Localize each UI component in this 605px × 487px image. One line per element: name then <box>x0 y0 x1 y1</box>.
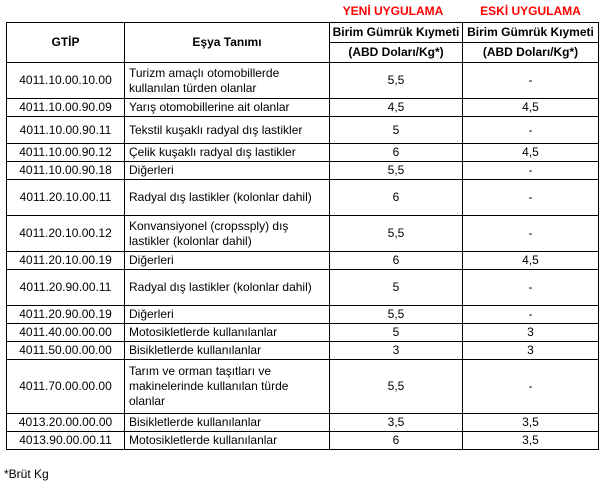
gtip-code-cell: 4011.20.10.00.11 <box>7 180 125 216</box>
gtip-code-cell: 4011.10.00.10.00 <box>7 63 125 99</box>
description-cell: Diğerleri <box>125 162 330 180</box>
old-value-cell: 3,5 <box>463 432 599 450</box>
gtip-code-cell: 4011.50.00.00.00 <box>7 342 125 360</box>
old-value-cell: - <box>463 162 599 180</box>
table-row <box>7 99 599 117</box>
old-value-cell: 3 <box>463 342 599 360</box>
table-row <box>7 432 599 450</box>
table-row <box>7 360 599 414</box>
new-value-cell: 5,5 <box>330 162 463 180</box>
description-cell: Motosikletlerde kullanılanlar <box>125 324 330 342</box>
old-value-cell: - <box>463 360 599 414</box>
gtip-code-cell: 4011.70.00.00.00 <box>7 360 125 414</box>
new-value-cell: 3 <box>330 342 463 360</box>
new-value-cell: 5,5 <box>330 360 463 414</box>
new-value-unit-header: (ABD Doları/Kg*) <box>330 43 463 63</box>
new-value-cell: 6 <box>330 144 463 162</box>
table-row <box>7 216 599 252</box>
gtip-code-cell: 4011.40.00.00.00 <box>7 324 125 342</box>
gtip-code-cell: 4011.10.00.90.09 <box>7 99 125 117</box>
table-row <box>7 342 599 360</box>
gtip-code-cell: 4011.20.90.00.11 <box>7 270 125 306</box>
table-row <box>7 180 599 216</box>
old-value-cell: - <box>463 216 599 252</box>
new-value-cell: 3,5 <box>330 414 463 432</box>
new-value-cell: 5,5 <box>330 63 463 99</box>
gtip-code-cell: 4011.10.00.90.11 <box>7 117 125 144</box>
new-value-cell: 6 <box>330 252 463 270</box>
old-value-column-header: Birim Gümrük Kıymeti <box>463 23 599 43</box>
footnote: *Brüt Kg <box>4 467 49 481</box>
description-cell: Çelik kuşaklı radyal dış lastikler <box>125 144 330 162</box>
description-cell: Konvansiyonel (cropssply) dış lastikler (kolonlar dahil) <box>125 216 330 252</box>
table-row <box>7 117 599 144</box>
table-row <box>7 324 599 342</box>
gtip-code-cell: 4011.10.00.90.18 <box>7 162 125 180</box>
old-regime-title: ESKİ UYGULAMA <box>480 4 581 18</box>
old-value-cell: 4,5 <box>463 252 599 270</box>
old-value-cell: - <box>463 63 599 99</box>
old-value-unit-header: (ABD Doları/Kg*) <box>463 43 599 63</box>
old-value-cell: - <box>463 180 599 216</box>
description-cell: Bisikletlerde kullanılanlar <box>125 342 330 360</box>
new-value-cell: 5 <box>330 270 463 306</box>
description-cell: Tekstil kuşaklı radyal dış lastikler <box>125 117 330 144</box>
old-value-cell: - <box>463 117 599 144</box>
description-cell: Diğerleri <box>125 252 330 270</box>
old-value-cell: 3,5 <box>463 414 599 432</box>
table-row <box>7 144 599 162</box>
table-row <box>7 162 599 180</box>
new-value-cell: 5 <box>330 117 463 144</box>
gtip-code-cell: 4011.20.10.00.19 <box>7 252 125 270</box>
description-cell: Tarım ve orman taşıtları ve makinelerinde kullanılan türde olanlar <box>125 360 330 414</box>
old-value-cell: 3 <box>463 324 599 342</box>
new-regime-title: YENİ UYGULAMA <box>342 4 444 18</box>
description-cell: Diğerleri <box>125 306 330 324</box>
description-column-header: Eşya Tanımı <box>125 23 330 63</box>
description-cell: Motosikletlerde kullanılanlar <box>125 432 330 450</box>
gtip-code-cell: 4011.20.90.00.19 <box>7 306 125 324</box>
table-row <box>7 63 599 99</box>
old-value-cell: - <box>463 270 599 306</box>
description-cell: Radyal dış lastikler (kolonlar dahil) <box>125 180 330 216</box>
table-row <box>7 252 599 270</box>
table-row <box>7 414 599 432</box>
description-cell: Yarış otomobillerine ait olanlar <box>125 99 330 117</box>
new-value-cell: 5,5 <box>330 216 463 252</box>
new-value-column-header: Birim Gümrük Kıymeti <box>330 23 463 43</box>
customs-value-table <box>6 22 599 450</box>
new-value-cell: 6 <box>330 180 463 216</box>
table-row <box>7 270 599 306</box>
new-value-cell: 5 <box>330 324 463 342</box>
gtip-code-cell: 4011.20.10.00.12 <box>7 216 125 252</box>
new-value-cell: 4,5 <box>330 99 463 117</box>
gtip-column-header: GTİP <box>7 23 125 63</box>
description-cell: Radyal dış lastikler (kolonlar dahil) <box>125 270 330 306</box>
old-value-cell: 4,5 <box>463 144 599 162</box>
description-cell: Bisikletlerde kullanılanlar <box>125 414 330 432</box>
gtip-code-cell: 4011.10.00.90.12 <box>7 144 125 162</box>
description-cell: Turizm amaçlı otomobillerde kullanılan türden olanlar <box>125 63 330 99</box>
gtip-code-cell: 4013.20.00.00.00 <box>7 414 125 432</box>
table-header-row <box>7 23 599 43</box>
old-value-cell: - <box>463 306 599 324</box>
new-value-cell: 5,5 <box>330 306 463 324</box>
old-value-cell: 4,5 <box>463 99 599 117</box>
regime-headline <box>0 4 605 20</box>
new-value-cell: 6 <box>330 432 463 450</box>
gtip-code-cell: 4013.90.00.00.11 <box>7 432 125 450</box>
table-row <box>7 306 599 324</box>
